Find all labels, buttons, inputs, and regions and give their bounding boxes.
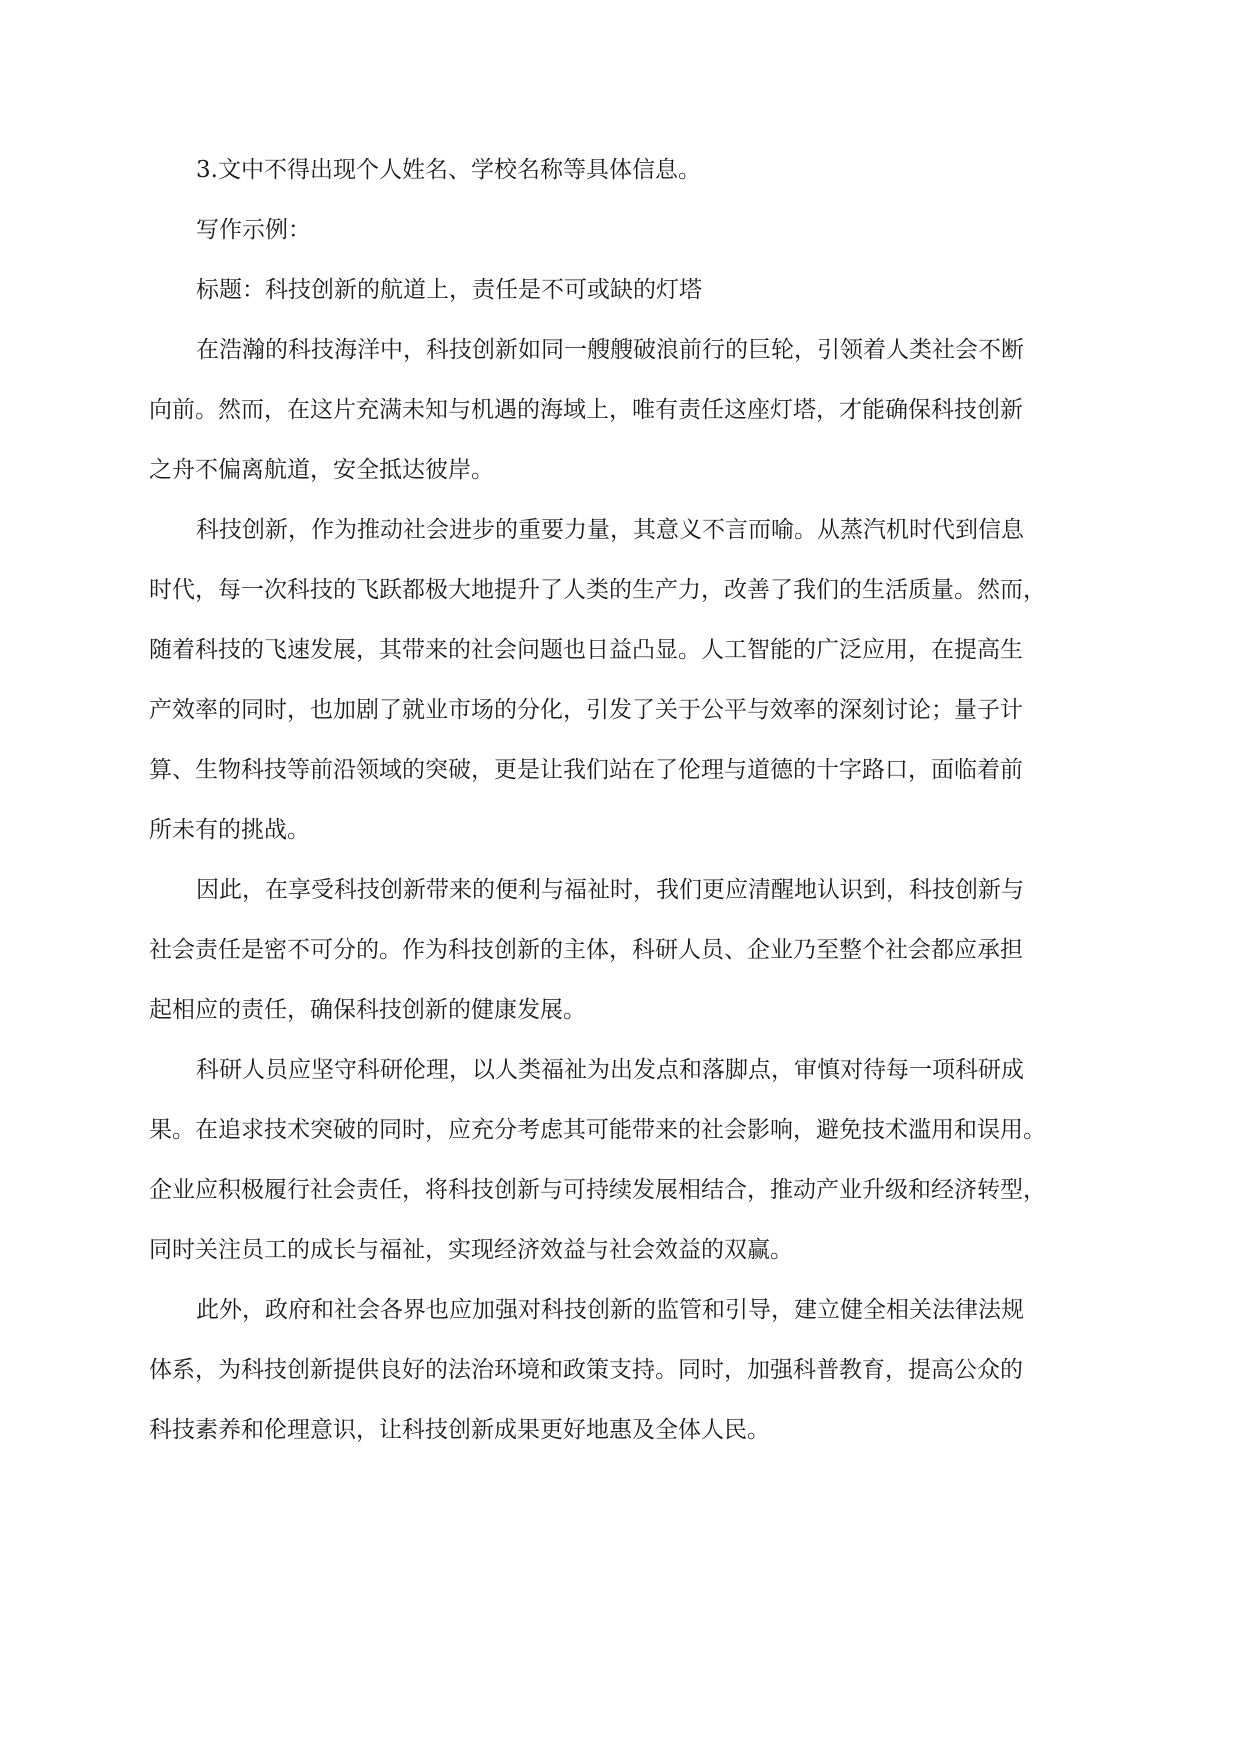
paragraph-line: 因此，在享受科技创新带来的便利与福祉时，我们更应清醒地认识到，科技创新与 [196,877,1024,903]
note-line: 3.文中不得出现个人姓名、学校名称等具体信息。 [196,157,701,183]
example-heading: 写作示例： [196,217,311,243]
paragraph-line: 同时关注员工的成长与福祉，实现经济效益与社会效益的双赢。 [149,1237,793,1263]
paragraph-line: 算、生物科技等前沿领域的突破，更是让我们站在了伦理与道德的十字路口，面临着前 [149,757,1023,783]
paragraph-line: 科研人员应坚守科研伦理，以人类福祉为出发点和落脚点，审慎对待每一项科研成 [196,1057,1024,1083]
paragraph-line: 科技创新，作为推动社会进步的重要力量，其意义不言而喻。从蒸汽机时代到信息 [196,517,1024,543]
paragraph-1 [149,320,1089,500]
paragraph-line: 所未有的挑战。 [149,817,310,843]
paragraph-line: 企业应积极履行社会责任，将科技创新与可持续发展相结合，推动产业升级和经济转型， [149,1177,1046,1203]
paragraph-line: 产效率的同时，也加剧了就业市场的分化，引发了关于公平与效率的深刻讨论；量子计 [149,697,1023,723]
paragraph-line: 科技素养和伦理意识，让科技创新成果更好地惠及全体人民。 [149,1417,770,1443]
document-page [149,140,1089,1460]
essay-title-line: 标题：科技创新的航道上，责任是不可或缺的灯塔 [196,277,702,303]
paragraph-3 [149,860,1089,1040]
paragraph-line: 果。在追求技术突破的同时，应充分考虑其可能带来的社会影响，避免技术滥用和误用。 [149,1117,1046,1143]
paragraph-4 [149,1040,1089,1280]
paragraph-line: 在浩瀚的科技海洋中，科技创新如同一艘艘破浪前行的巨轮，引领着人类社会不断 [196,337,1024,363]
paragraph-line: 时代，每一次科技的飞跃都极大地提升了人类的生产力，改善了我们的生活质量。然而， [149,577,1046,603]
paragraph-line: 此外，政府和社会各界也应加强对科技创新的监管和引导，建立健全相关法律法规 [196,1297,1024,1323]
paragraph-line: 体系，为科技创新提供良好的法治环境和政策支持。同时，加强科普教育，提高公众的 [149,1357,1023,1383]
paragraph-5 [149,1280,1089,1460]
paragraph-2 [149,500,1089,860]
paragraph-line: 社会责任是密不可分的。作为科技创新的主体，科研人员、企业乃至整个社会都应承担 [149,937,1023,963]
paragraph-line: 之舟不偏离航道，安全抵达彼岸。 [149,457,494,483]
paragraph-line: 随着科技的飞速发展，其带来的社会问题也日益凸显。人工智能的广泛应用，在提高生 [149,637,1023,663]
paragraph-line: 向前。然而，在这片充满未知与机遇的海域上，唯有责任这座灯塔，才能确保科技创新 [149,397,1023,423]
paragraph-line: 起相应的责任，确保科技创新的健康发展。 [149,997,586,1023]
